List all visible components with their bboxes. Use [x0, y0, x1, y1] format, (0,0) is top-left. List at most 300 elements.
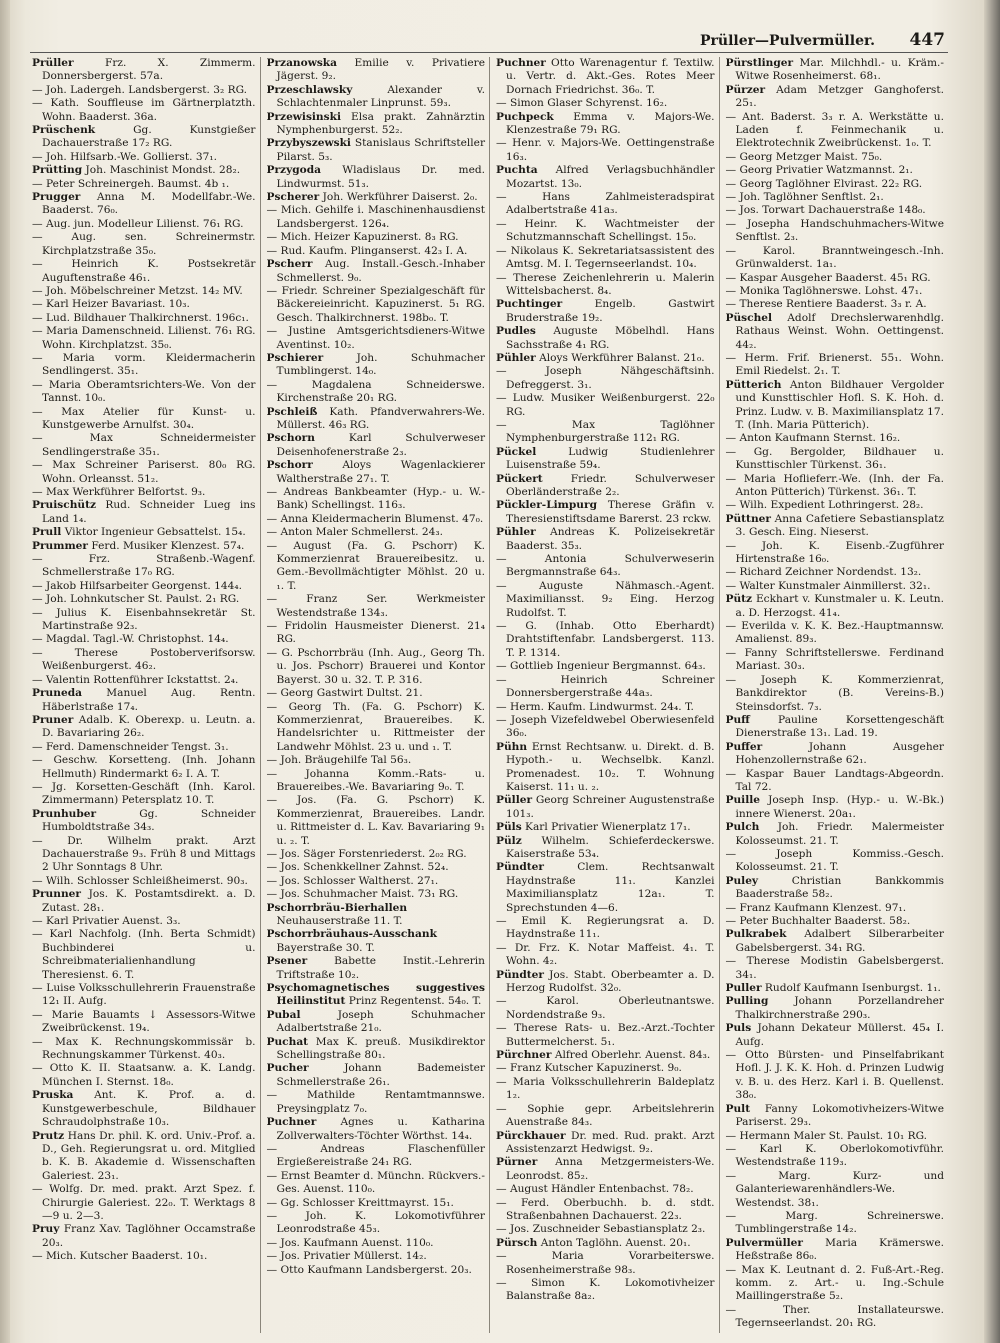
- entry-details: — Marg. Kurz- und Galanteriewarenhändlers-We. Westendst. 38₁.: [725, 1169, 944, 1209]
- directory-entry: [32, 1223, 256, 1250]
- entry-details: — Johanna Komm.-Rats- u. Brauereibes.-We. Bavariaring 9₀. T.: [266, 767, 485, 793]
- directory-entry: [267, 1062, 486, 1089]
- directory-entry: [32, 379, 256, 406]
- entry-details: Therese Gräfin v. Theresienstiftsdame Barerst. 23 rckw.: [506, 499, 715, 525]
- directory-entry: [726, 647, 945, 674]
- entry-surname: Prugger: [32, 191, 81, 204]
- directory-entry: [726, 982, 945, 995]
- entry-details: — Valentin Rottenführer Ickstattst. 2₄.: [32, 673, 239, 686]
- entry-details: Rudolf Kaufmann Isenburgst. 1₁.: [764, 982, 941, 995]
- entry-details: — Max Taglöhner Nymphenburgerstraße 112₁ RG.: [496, 418, 715, 445]
- directory-entry: [496, 111, 715, 138]
- entry-details: — Heinrich K. Postsekretär Auguftenstraße 46₁.: [32, 258, 256, 284]
- directory-entry: [496, 1250, 715, 1277]
- directory-entry: [267, 982, 486, 1009]
- directory-entry: [32, 1089, 256, 1129]
- directory-entry: [32, 218, 256, 231]
- directory-entry: [32, 84, 256, 97]
- directory-entry: [32, 124, 256, 151]
- entry-surname: Puley: [725, 874, 759, 887]
- entry-details: — Friedr. Schreiner Spezialgeschäft für Bäckereieinricht. Kapuzinerst. 5₁ RG. Gesch. Thalkirchnerst. 198b₀. T.: [266, 284, 485, 324]
- entry-surname: Püller: [496, 794, 533, 807]
- entry-surname: Pschorn: [266, 432, 315, 445]
- directory-entry: [32, 312, 256, 325]
- entry-surname: Puchtinger: [496, 298, 563, 311]
- entry-surname: Przanowska: [266, 57, 337, 69]
- directory-entry: [267, 111, 486, 138]
- entry-surname: Pulkrabek: [725, 928, 787, 941]
- entry-details: Maria Krämerswe. Heßstraße 86₀.: [735, 1236, 944, 1263]
- entry-details: — Max K. Leutnant d. 2. Fuß-Art.-Reg. komm. z. Art.- u. Ing.-Schule Maillingerstraße 5₂.: [725, 1263, 944, 1303]
- entry-surname: Pscherer: [266, 191, 320, 204]
- directory-entry: [267, 687, 486, 700]
- directory-entry: [496, 794, 715, 821]
- directory-entry: [496, 701, 715, 714]
- entry-surname: Pulling: [725, 995, 769, 1008]
- entry-details: Karl Privatier Wienerplatz 17₁.: [525, 821, 691, 834]
- entry-details: — Therese Rentiere Baaderst. 3₃ r. A.: [725, 298, 927, 311]
- directory-entry: [496, 1156, 715, 1183]
- directory-entry: [496, 835, 715, 862]
- entry-details: — Mich. Kutscher Baaderst. 10₁.: [32, 1250, 208, 1263]
- entry-details: Friedr. Schulverweser Oberländerstraße 2₂.: [506, 472, 715, 498]
- directory-entry: [726, 620, 945, 647]
- entry-surname: Pschorrbräuhaus-Ausschank: [266, 928, 437, 941]
- entry-surname: Püschel: [725, 311, 773, 324]
- directory-entry: [726, 1304, 945, 1331]
- directory-entry: [726, 151, 945, 164]
- directory-entry: [32, 808, 256, 835]
- directory-entry: [267, 902, 486, 929]
- directory-entry: [726, 1049, 945, 1103]
- directory-entry: [496, 1022, 715, 1049]
- entry-details: — Maria Oberamtsrichters-We. Von der Tannst. 10₀.: [32, 378, 256, 405]
- entry-details: — Nikolaus K. Sekretariatsassistent des Amtsg. M. I. Tegernseerlandst. 10₄.: [496, 244, 715, 271]
- entry-details: — Herm. Kaufm. Lindwurmst. 24₄. T.: [496, 700, 694, 713]
- directory-entry: [726, 1130, 945, 1143]
- entry-details: — Jos. Privatier Müllerst. 14₂.: [266, 1250, 427, 1263]
- directory-entry: [32, 674, 256, 687]
- entry-details: — Julius K. Eisenbahnsekretär St. Martinstraße 92₃.: [32, 606, 256, 633]
- directory-entry: [32, 593, 256, 606]
- entry-details: — Luise Volksschullehrerin Frauenstraße 12₁ II. Aufg.: [32, 982, 256, 1008]
- entry-details: — Justine Amtsgerichtsdieners-Witwe Aventinst. 10₂.: [266, 325, 485, 351]
- entry-details: — Marg. Schreinerswe. Tumblingerstraße 14₂.: [725, 1209, 944, 1236]
- entry-details: Ant. K. Prof. a. d. Kunstgewerbeschule, Bildhauer Schraudolphstraße 10₃.: [42, 1089, 256, 1129]
- directory-entry: [267, 231, 486, 244]
- entry-details: — Antonia Schulverweserin Bergmannstraße 64₃.: [496, 553, 715, 579]
- entry-surname: Pürzer: [725, 83, 766, 96]
- entry-details: Adalb. K. Oberexp. u. Leutn. a. D. Bavariaring 26₂.: [42, 713, 256, 740]
- directory-entry: [267, 191, 486, 204]
- entry-surname: Prutz: [32, 1129, 65, 1142]
- entry-details: — Sophie gepr. Arbeitslehrerin Auenstraße 84₃.: [496, 1102, 715, 1129]
- directory-entry: [726, 915, 945, 928]
- entry-details: — Emil K. Regierungsrat a. D. Haydnstraße 11₁.: [496, 915, 715, 941]
- entry-details: — Magdalena Schneiderswe. Kirchenstraße 20₁ RG.: [266, 378, 485, 405]
- directory-entry: [496, 325, 715, 352]
- directory-entry: [32, 607, 256, 634]
- directory-entry: [726, 111, 945, 151]
- entry-details: — Jos. Schlosser Waltherst. 27₁.: [266, 874, 439, 887]
- entry-details: Agnes u. Katharina Zollverwalters-Töchter Wörthst. 14₄.: [276, 1116, 485, 1142]
- entry-details: — Mich. Heizer Kapuzinerst. 8₃ RG.: [266, 231, 459, 244]
- directory-entry: [32, 258, 256, 285]
- directory-entry: [496, 392, 715, 419]
- directory-entry: [496, 861, 715, 915]
- directory-entry: [267, 513, 486, 526]
- entry-surname: Puff: [725, 713, 750, 726]
- entry-details: — Wilh. Schlosser Schleißheimerst. 90₃.: [32, 874, 248, 887]
- directory-entry: [267, 1264, 486, 1277]
- directory-entry: [267, 540, 486, 594]
- entry-details: — Kaspar Bauer Landtags-Abgeordn. Tal 72.: [725, 767, 944, 793]
- directory-entry: [496, 714, 715, 741]
- directory-entry: [32, 164, 256, 177]
- directory-entry: [267, 1009, 486, 1036]
- entry-details: — Joseph K. Kommerzienrat, Bankdirektor (B. Vereins-B.) Steinsdorfst. 7₃.: [725, 673, 944, 713]
- entry-details: — Kaspar Ausgeher Baaderst. 45₁ RG.: [725, 271, 931, 284]
- directory-entry: [496, 446, 715, 473]
- entry-details: Engelb. Gastwirt Bruderstraße 19₂.: [506, 298, 715, 324]
- directory-entry: [496, 942, 715, 969]
- directory-entry: [267, 754, 486, 767]
- entry-details: Franz Xav. Taglöhner Occamstraße 20₃.: [42, 1223, 256, 1249]
- entry-surname: Pschorrbräu-Bierhallen: [266, 901, 408, 914]
- entry-surname: Prunhuber: [32, 807, 97, 820]
- entry-surname: Pühn: [496, 740, 528, 753]
- entry-details: — Andreas Flaschenfüller Ergießereistraße 24₁ RG.: [266, 1142, 485, 1169]
- entry-details: — Joh. Möbelschreiner Metzst. 14₂ MV.: [32, 284, 243, 297]
- entry-details: — Joseph Kommiss.-Gesch. Kolosseumst. 21. T.: [725, 847, 944, 874]
- directory-entry: [496, 660, 715, 673]
- entry-details: — Dr. Frz. K. Notar Maffeist. 4₁. T. Wohn. 4₂.: [496, 941, 715, 968]
- directory-entry: [267, 57, 486, 84]
- entry-details: — Monika Taglöhnerswe. Lohst. 47₁.: [725, 284, 923, 297]
- directory-entry: [32, 781, 256, 808]
- directory-entry: [32, 57, 256, 84]
- entry-surname: Puchpeck: [496, 110, 554, 123]
- entry-details: Auguste Möbelhdl. Hans Sachsstraße 4₁ RG.: [506, 325, 715, 351]
- entry-details: — Therese Rats- u. Bez.-Arzt.-Tochter Buttermelcherst. 5₁.: [496, 1022, 715, 1048]
- directory-entry: [496, 580, 715, 620]
- entry-details: — Otto Bürsten- und Pinselfabrikant Hofl. J. J. K. K. Hoh. d. Prinzen Ludwig v. B. u. des Herz. Karl i. B. Quellenst. 38₀.: [725, 1049, 944, 1102]
- column-4: [719, 57, 949, 1333]
- entry-details: — Ludw. Musiker Weißenburgerst. 22₀ RG.: [496, 392, 715, 418]
- directory-entry: [267, 768, 486, 795]
- directory-entry: [267, 1250, 486, 1263]
- entry-details: Gg. Kunstgießer Dachauerstraße 17₂ RG.: [42, 124, 256, 150]
- directory-entry: [496, 915, 715, 942]
- entry-surname: Psychomagnetisches suggestives Heilinstitut: [266, 982, 485, 1008]
- entry-details: — Joh. Lohnkutscher St. Paulst. 2₁ RG.: [32, 593, 240, 606]
- directory-entry: [32, 486, 256, 499]
- entry-details: — Joh. K. Eisenb.-Zugführer Hirtenstraße 16₀.: [725, 539, 944, 566]
- directory-entry: [496, 499, 715, 526]
- directory-entry: [32, 432, 256, 459]
- directory-entry: [726, 593, 945, 620]
- entry-details: — Gottlieb Ingenieur Bergmannst. 64₃.: [496, 660, 706, 673]
- entry-details: — Hans Zahlmeisteradspirat Adalbertstraße 41a₃.: [496, 191, 715, 217]
- entry-surname: Püttner: [725, 512, 771, 525]
- directory-entry: [726, 204, 945, 217]
- directory-entry: [496, 553, 715, 580]
- directory-entry: [496, 272, 715, 299]
- directory-entry: [32, 687, 256, 714]
- entry-surname: Przeschlawsky: [266, 83, 353, 96]
- entry-details: — Georg Gastwirt Dultst. 21.: [266, 687, 423, 700]
- entry-details: — Karl K. Oberlokomotivführ. Westendstraße 119₃.: [725, 1142, 944, 1169]
- directory-entry: [726, 995, 945, 1022]
- entry-details: — Heinr. K. Wachtmeister der Schutzmannschaft Schellingst. 15₀.: [496, 217, 715, 244]
- directory-entry: [32, 875, 256, 888]
- directory-entry: [496, 1103, 715, 1130]
- entry-details: Gg. Schneider Humboldtstraße 34₃.: [42, 807, 256, 834]
- directory-entry: [267, 861, 486, 874]
- directory-entry: [32, 97, 256, 124]
- entry-details: — Jos. Zuschneider Sebastiansplatz 2₃.: [496, 1223, 706, 1236]
- entry-surname: Puchta: [496, 164, 538, 177]
- directory-entry: [267, 245, 486, 258]
- entry-details: — Max K. Rechnungskommissär b. Rechnungskammer Türkenst. 40₃.: [32, 1035, 256, 1062]
- entry-details: — Hermann Maler St. Paulst. 10₁ RG.: [725, 1129, 928, 1142]
- entry-surname: Pulvermüller: [725, 1236, 803, 1249]
- entry-details: Anna Cafetiere Sebastiansplatz 3. Gesch. Eing. Nieserst.: [735, 512, 945, 539]
- directory-entry: [267, 1143, 486, 1170]
- directory-entry: [32, 1250, 256, 1263]
- entry-details: Joseph Insp. (Hyp.- u. W.-Bk.) innere Wienerst. 20a₁.: [735, 794, 944, 820]
- entry-details: — Josepha Handschuhmachers-Witwe Senftlst. 2₃.: [725, 217, 944, 244]
- entry-surname: Püls: [496, 821, 522, 834]
- entry-details: Stanislaus Schriftsteller Pilarst. 5₃.: [276, 137, 486, 163]
- entry-details: Anna Metzgermeisters-We. Leonrodst. 85₂.: [506, 1156, 715, 1182]
- entry-details: Ferd. Musiker Klenzest. 57₄.: [91, 539, 245, 552]
- directory-entry: [32, 714, 256, 741]
- entry-details: — Jos. Schenkkellner Zahnst. 52₄.: [266, 861, 449, 874]
- directory-entry: [267, 848, 486, 861]
- directory-entry: [32, 191, 256, 218]
- directory-entry: [726, 352, 945, 379]
- entry-details: — Everilda v. K. K. Bez.-Hauptmannsw. Amalienst. 89₃.: [725, 620, 944, 646]
- directory-entry: [267, 258, 486, 285]
- entry-surname: Pückert: [496, 472, 543, 485]
- directory-entry: [267, 459, 486, 486]
- directory-entry: [496, 164, 715, 191]
- directory-entry: [267, 1036, 486, 1063]
- directory-entry: [32, 178, 256, 191]
- entry-details: — Magdal. Tagl.-W. Christophst. 14₄.: [32, 633, 229, 646]
- entry-details: — Max Werkführer Belfortst. 9₃.: [32, 486, 206, 498]
- directory-entry: [726, 540, 945, 567]
- entry-details: Aug. Install.-Gesch.-Inhaber Schmellerst. 9₀.: [276, 258, 485, 284]
- directory-entry: [726, 272, 945, 285]
- entry-details: Fanny Lokomotivheizers-Witwe Pariserst. 29₃.: [735, 1102, 944, 1129]
- entry-surname: Prüschenk: [32, 124, 96, 137]
- directory-entry: [496, 526, 715, 553]
- directory-entry: [496, 419, 715, 446]
- entry-details: — Joseph Vizefeldwebel Oberwiesenfeld 36₀.: [496, 713, 715, 740]
- entry-details: — Georg Privatier Watzmannst. 2₁.: [725, 164, 913, 177]
- entry-surname: Pürner: [496, 1156, 538, 1169]
- entry-details: Wilhelm. Schieferdeckerswe. Kaiserstraße 53₄.: [506, 834, 715, 860]
- entry-details: — Karol. Branntweingesch.-Inh. Grünwalderst. 1a₁.: [725, 244, 944, 271]
- entry-details: Anton Bildhauer Vergolder und Kunsttischler Hofl. S. K. Hoh. d. Prinz. Ludw. v. B. Maximiliansplatz 17. T. (Inh. Maria Pütterich).: [735, 378, 944, 431]
- entry-details: Bayerstraße 30. T.: [276, 941, 375, 954]
- directory-entry: [267, 647, 486, 687]
- directory-entry: [726, 848, 945, 875]
- directory-entry: [32, 285, 256, 298]
- entry-surname: Przewisinski: [266, 110, 341, 123]
- directory-entry: [496, 298, 715, 325]
- entry-details: — Joh. Hilfsarb.-We. Gollierst. 37₁.: [32, 150, 217, 163]
- directory-entry: [267, 137, 486, 164]
- entry-surname: Pruska: [32, 1089, 74, 1102]
- directory-entry: [267, 84, 486, 111]
- entry-surname: Pruneda: [32, 687, 82, 700]
- directory-entry: [726, 1170, 945, 1210]
- entry-details: — Aug. jun. Modelleur Lilienst. 76₁ RG.: [32, 217, 244, 230]
- entry-details: Babette Instit.-Lehrerin Triftstraße 10₂.: [276, 955, 485, 981]
- directory-entry: [267, 928, 486, 955]
- entry-details: Eckhart v. Kunstmaler u. K. Leutn. a. D. Herzogst. 41₄.: [735, 593, 944, 619]
- entry-surname: Pulch: [725, 821, 760, 834]
- entry-details: — Maria vorm. Kleidermacherin Sendlingerst. 35₁.: [32, 351, 256, 378]
- book-spine-shadow: [0, 0, 10, 1343]
- entry-details: — Karl Privatier Auenst. 3₃.: [32, 915, 181, 927]
- entry-details: — Max Schneidermeister Sendlingerstraße 35₁.: [32, 432, 256, 458]
- entry-details: Neuhauserstraße 11. T.: [276, 915, 403, 927]
- entry-details: — Walter Kunstmaler Ainmillerst. 32₁.: [725, 579, 931, 592]
- entry-details: — Ant. Baderst. 3₃ r. A. Werkstätte u. Laden f. Feinmechanik u. Elektrotechnik Zweibrückenst. 1₀. T.: [725, 110, 944, 150]
- directory-entry: [726, 379, 945, 433]
- entry-details: — Anna Kleidermacherin Blumenst. 47₀.: [266, 512, 484, 525]
- directory-entry: [32, 526, 256, 539]
- entry-details: — Fanny Schriftstellerswe. Ferdinand Mariast. 30₃.: [725, 646, 944, 673]
- entry-surname: Pütz: [725, 593, 753, 606]
- directory-entry: [267, 955, 486, 982]
- entry-details: — Max Atelier für Kunst- u. Kunstgewerbe Arnulfst. 30₄.: [32, 405, 256, 431]
- page-number: 447: [909, 30, 945, 50]
- entry-details: Jos. K. Postamtsdirekt. a. D. Zutast. 28₁.: [42, 888, 256, 914]
- entry-details: — Ferd. Oberbuchh. b. d. stdt. Straßenbahnen Dachauerst. 22₃.: [496, 1196, 715, 1222]
- entry-details: Joh. Schuhmacher Tumblingerst. 14₀.: [276, 351, 485, 378]
- directory-entry: [726, 178, 945, 191]
- directory-entry: [267, 1237, 486, 1250]
- directory-entry: [267, 1116, 486, 1143]
- entry-details: Ludwig Studienlehrer Luisenstraße 59₄.: [506, 445, 715, 472]
- directory-entry: [267, 352, 486, 379]
- entry-details: — Jg. Korsetten-Geschäft (Inh. Karol. Zimmermann) Petersplatz 10. T.: [32, 780, 256, 807]
- entry-details: — Therese Modistin Gabelsbergerst. 34₁.: [725, 955, 944, 981]
- entry-details: — Frz. Straßenb.-Wagenf. Schmellerstraße 17₀ RG.: [32, 553, 256, 579]
- directory-entry: [726, 955, 945, 982]
- entry-details: Dr. med. Rud. prakt. Arzt Assistenzarzt Hedwigst. 9₂.: [506, 1129, 715, 1155]
- entry-surname: Puchner: [496, 57, 546, 69]
- entry-details: Frz. X. Zimmerm. Donnersbergerst. 57a.: [42, 57, 256, 83]
- directory-entry: [32, 1062, 256, 1089]
- entry-details: Adam Metzger Ganghoferst. 25₁.: [735, 83, 944, 110]
- directory-entry: [32, 915, 256, 928]
- entry-details: Adolf Drechslerwarenhdlg. Rathaus Weinst. Wohn. Oettingenst. 44₂.: [735, 311, 944, 351]
- entry-details: — Joh. K. Lokomotivführer Leonrodstraße 45₃.: [266, 1209, 485, 1236]
- entry-surname: Pülz: [496, 834, 522, 847]
- directory-entry: [267, 875, 486, 888]
- entry-details: Wladislaus Dr. med. Lindwurmst. 51₃.: [276, 164, 485, 190]
- entry-details: Aloys Wagenlackierer Waltherstraße 27₁. T.: [276, 459, 485, 485]
- entry-details: — Wilh. Expedient Lothringerst. 28₂.: [725, 499, 924, 512]
- directory-entry: [496, 1197, 715, 1224]
- directory-entry: [32, 647, 256, 674]
- directory-entry: [726, 1103, 945, 1130]
- entry-surname: Prunner: [32, 888, 81, 901]
- entry-details: — August Händler Entenbachst. 78₂.: [496, 1183, 694, 1196]
- entry-surname: Pscherr: [266, 258, 313, 271]
- directory-entry: [726, 473, 945, 500]
- entry-surname: Pruischütz: [32, 499, 97, 512]
- directory-entry: [32, 1130, 256, 1184]
- entry-surname: Psener: [266, 955, 308, 968]
- entry-surname: Puille: [725, 794, 760, 807]
- column-2: [260, 57, 490, 1333]
- directory-entry: [32, 499, 256, 526]
- directory-entry: [726, 566, 945, 579]
- entry-details: Max K. preuß. Musikdirektor Schellingstraße 80₁.: [276, 1035, 485, 1062]
- entry-details: Kath. Pfandverwahrers-We. Müllerst. 46₃ RG.: [276, 405, 485, 431]
- entry-details: — Mathilde Rentamtmannswe. Preysingplatz 7₀.: [266, 1089, 485, 1115]
- directory-entry: [496, 741, 715, 795]
- directory-entry: [726, 875, 945, 902]
- entry-details: — Gg. Bergolder, Bildhauer u. Kunsttischler Türkenst. 36₁.: [725, 445, 944, 472]
- entry-surname: Pschierer: [266, 351, 324, 364]
- directory-entry: [726, 1022, 945, 1049]
- directory-entry: [32, 982, 256, 1009]
- entry-details: Johann Ausgeher Hohenzollernstraße 62₁.: [735, 740, 944, 767]
- entry-details: — Maria Hoflieferr.-We. (Inh. der Fa. Anton Pütterich) Türkenst. 36₁. T.: [725, 472, 944, 498]
- entry-details: — Maria Damenschneid. Lilienst. 76₁ RG. Wohn. Kirchplatzst. 35₀.: [32, 325, 256, 351]
- entry-details: Emma v. Majors-We. Klenzestraße 79₁ RG.: [506, 110, 715, 137]
- directory-entry: [726, 821, 945, 848]
- entry-surname: Pürstlinger: [725, 57, 794, 69]
- entry-details: Joh. Maschinist Mondst. 28₂.: [85, 164, 241, 177]
- directory-entry: [267, 432, 486, 459]
- entry-details: — Geschw. Korsetteng. (Inh. Johann Hellmuth) Rindermarkt 6₂ I. A. T.: [32, 754, 256, 780]
- directory-entry: [726, 298, 945, 311]
- entry-details: — Heinrich Schreiner Donnersbergerstraße 44a₃.: [496, 673, 715, 700]
- entry-details: Alfred Oberlehr. Auenst. 84₃.: [554, 1049, 711, 1062]
- entry-details: — Rud. Kaufm. Plinganserst. 42₃ I. A.: [266, 244, 468, 257]
- directory-entry: [496, 97, 715, 110]
- directory-entry: [726, 191, 945, 204]
- directory-entry: [496, 218, 715, 245]
- directory-entry: [32, 1183, 256, 1223]
- directory-entry: [267, 593, 486, 620]
- directory-entry: [726, 1210, 945, 1237]
- directory-entry: [496, 365, 715, 392]
- entry-details: — Joseph Nähgeschäftsinh. Defreggerst. 3₁.: [496, 365, 715, 391]
- entry-details: — Karol. Oberleutnantswe. Nordendstraße 9₃.: [496, 995, 715, 1021]
- entry-details: — Marie Bauamts ↓ Assessors-Witwe Zweibrückenst. 19₄.: [32, 1008, 256, 1035]
- directory-entry: [726, 1264, 945, 1304]
- directory-entry: [267, 794, 486, 848]
- directory-entry: [496, 821, 715, 834]
- entry-details: Christian Bankkommis Baaderstraße 58₂.: [735, 874, 944, 901]
- entry-details: — Dr. Wilhelm prakt. Arzt Dachauerstraße 9₃. Früh 8 und Mittags 2 Uhr Sonntags 8 Uhr.: [32, 834, 256, 874]
- directory-entry: [32, 835, 256, 875]
- entry-details: — Max Schreiner Pariserst. 80₀ RG. Wohn. Orleansst. 51₂.: [32, 459, 256, 485]
- entry-details: Anton Taglöhn. Auenst. 20₁.: [540, 1236, 691, 1249]
- entry-details: — Ther. Installateurswe. Tegernseerlandst. 20₁ RG.: [725, 1303, 944, 1330]
- entry-details: — Joh. Taglöhner Senftlst. 2₁.: [725, 191, 884, 204]
